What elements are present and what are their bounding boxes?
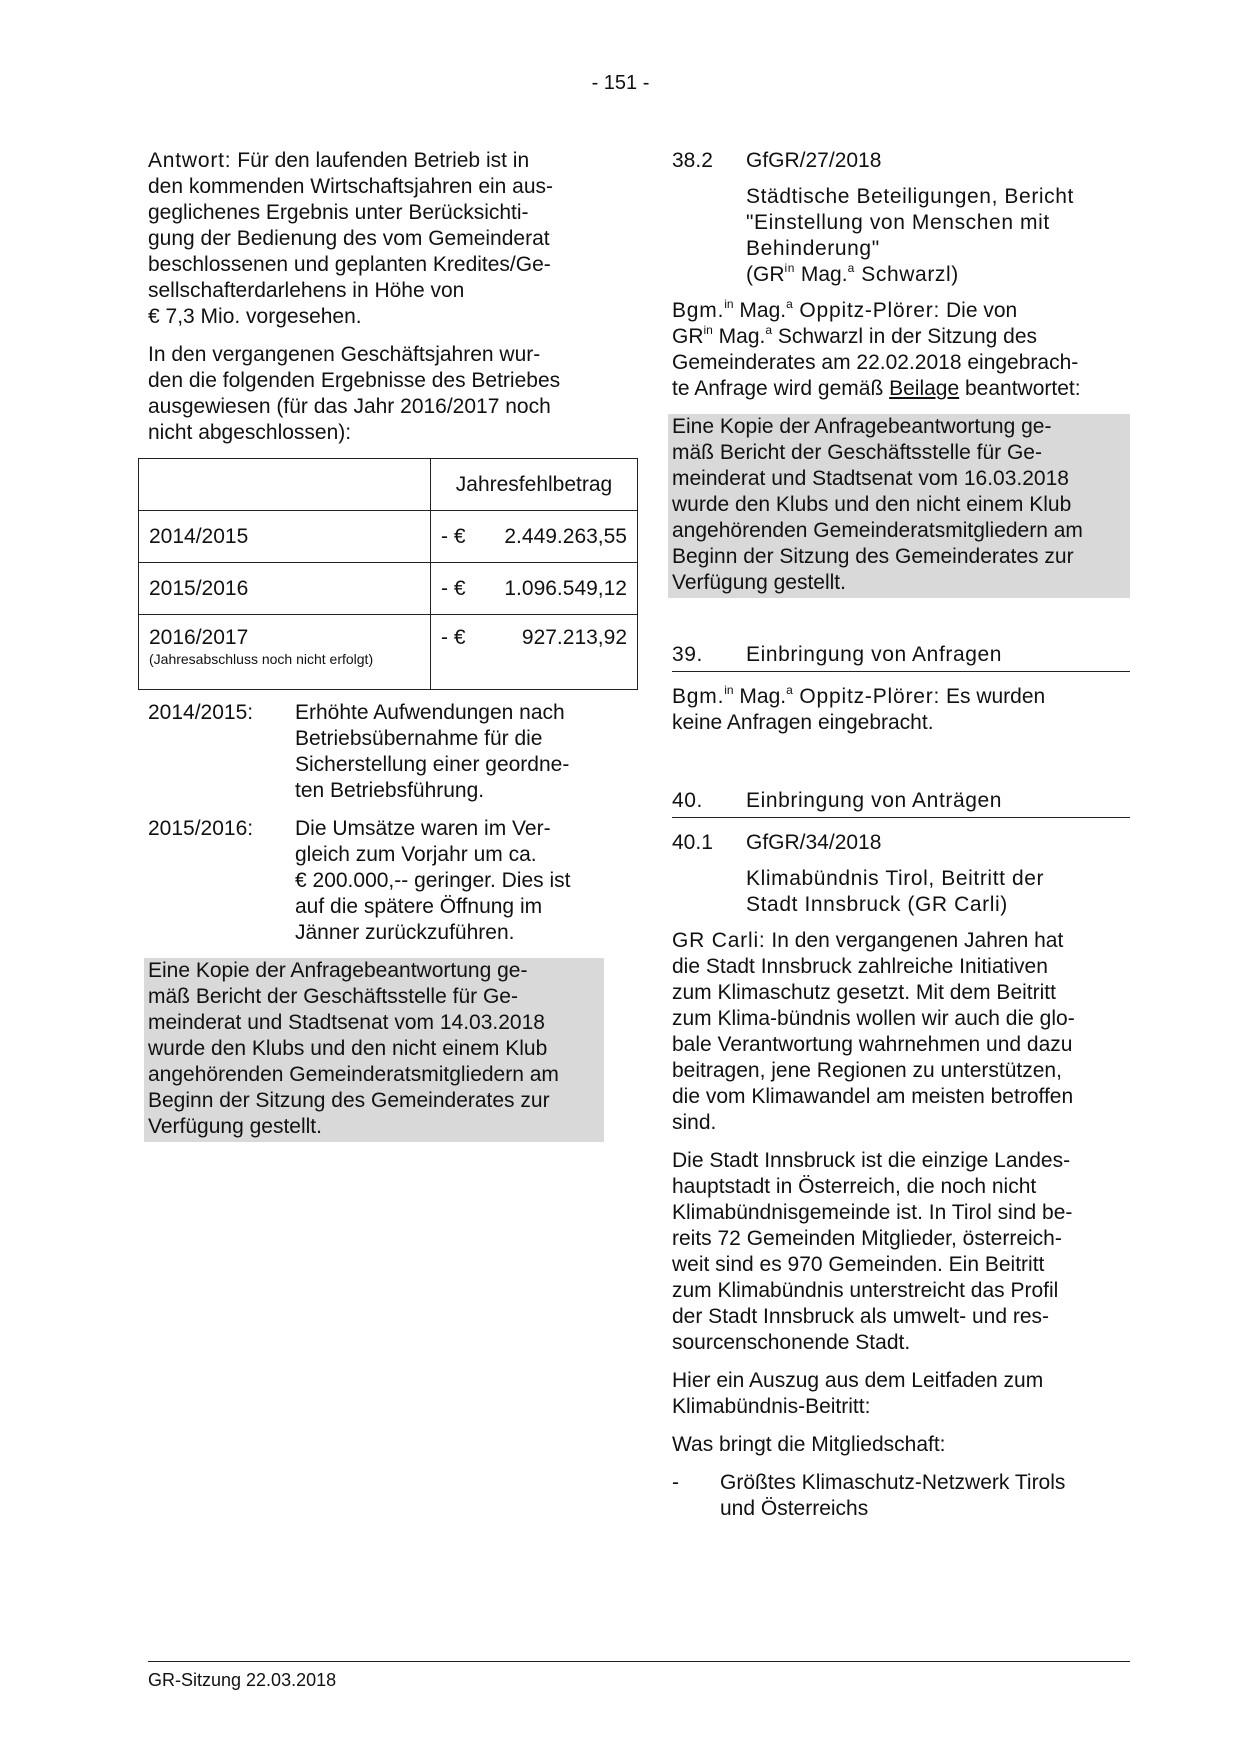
table-cell-year: 2016/2017 (Jahresabschluss noch nicht erfolgt) — [139, 615, 431, 690]
list-item: - Größtes Klimaschutz-Netzwerk Tirols und Österreichs — [672, 1471, 1066, 1520]
table-cell-amount: - € 1.096.549,12 — [431, 563, 638, 615]
answer-label: Antwort: — [148, 149, 232, 172]
item-38-2-title: Städtische Beteiligungen, Bericht "Einstellung von Menschen mit Behinderung" ($GR^{in}$ Mag.$^a$ Schwarzl) — [746, 185, 1074, 286]
table-header-row — [139, 459, 638, 511]
explanation-2014: 2014/2015: Erhöhte Aufwendungen nach Betriebsübernahme für die Sicherstellung einer geordne- ten Betriebsführung. — [148, 701, 570, 802]
section-39-paragraph: Bgm.$^{in}$ Mag.$^a$ Oppitz-Plörer: Es wurden keine Anfragen eingebracht. — [672, 683, 1046, 734]
section-40-heading: 40. Einbringung von Anträgen — [672, 788, 1130, 818]
innsbruck-paragraph: Die Stadt Innsbruck ist die einzige Landes- hauptstadt in Österreich, die noch nicht Klimabündnisgemeinde ist. In Tirol sind be- reits 72 Gemeinden Mitglieder, österreich- weit sind es 970 Gemeinden. Ein Beitritt zum Klimabündnis unterstreicht das Profil der Stadt Innsbruck als umwelt- und res- sourcenschonende Stadt. — [672, 1149, 1073, 1354]
answer-paragraph: Antwort: Für den laufenden Betrieb ist in den kommenden Wirtschaftsjahren ein aus- geglichenes Ergebnis unter Berücksichti- gung der Bedienung des vom Gemeinderat beschlossenen und geplanten Kredites/Ge- sellschafterdarlehens in Höhe von € 7,3 Mio. vorgesehen. — [148, 149, 554, 328]
results-intro-paragraph: In den vergangenen Geschäftsjahren wur- den die folgenden Ergebnisse des Betriebes ausgewiesen (für das Jahr 2016/2017 noch nicht abgeschlossen): — [148, 343, 561, 444]
mitgliedschaft-paragraph: Was bringt die Mitgliedschaft: — [672, 1433, 946, 1456]
table-header-cell: Jahresfehlbetrag — [431, 459, 638, 511]
auszug-paragraph: Hier ein Auszug aus dem Leitfaden zum Klimabündnis-Beitritt: — [672, 1369, 1044, 1418]
item-40-1-title: Klimabündnis Tirol, Beitritt der Stadt Innsbruck (GR Carli) — [746, 867, 1045, 916]
item-38-2-heading: 38.2 GfGR/27/2018 — [672, 149, 882, 172]
page-number: - 151 - — [591, 72, 650, 94]
table-cell-amount: - € 927.213,92 — [431, 615, 638, 690]
footer-text: GR-Sitzung 22.03.2018 — [148, 1670, 337, 1690]
table-cell-year: 2014/2015 — [139, 511, 431, 563]
answer-38-2-paragraph: Bgm.$^{in}$ Mag.$^a$ Oppitz-Plörer: Die von $GR^{in}$ Mag.$^a$ Schwarzl in der Sitzung des Gemeinderates am 22.02.2018 eingebrach- te Anfrage wird gemäß Beilage beantwortet: — [672, 297, 1081, 400]
table-row — [139, 615, 638, 690]
explanation-2015: 2015/2016: Die Umsätze waren im Ver- gleich zum Vorjahr um ca. € 200.000,-- geringer. Dies ist auf die spätere Öffnung im Jänner zurückzuführen. — [148, 817, 571, 944]
table-row — [139, 563, 638, 615]
results-table — [138, 458, 638, 690]
dash-bullet: - — [672, 1471, 679, 1494]
shaded-note-left: Eine Kopie der Anfragebeantwortung ge- mäß Bericht der Geschäftsstelle für Ge- meinderat und Stadtsenat vom 14.03.2018 wurde den Klubs und den nicht einem Klub angehörenden Gemeinderatsmitgliedern am Beginn der Sitzung des Gemeinderates zur Verfügung gestellt. — [144, 958, 604, 1142]
beilage-link[interactable]: Beilage — [889, 377, 960, 400]
shaded-note-right: Eine Kopie der Anfragebeantwortung ge- mäß Bericht der Geschäftsstelle für Ge- meinderat und Stadtsenat vom 16.03.2018 wurde den Klubs und den nicht einem Klub angehörenden Gemeinderatsmitgliedern am Beginn der Sitzung des Gemeinderates zur Verfügung gestellt. — [668, 414, 1130, 598]
left-column — [148, 148, 627, 1154]
table-cell-amount: - € 2.449.263,55 — [431, 511, 638, 563]
table-note: (Jahresabschluss noch nicht erfolgt) — [149, 651, 374, 667]
right-column — [672, 148, 1130, 1522]
footer-divider — [148, 1661, 1130, 1662]
section-39-heading: 39. Einbringung von Anfragen — [672, 642, 1130, 672]
item-40-1-heading: 40.1 GfGR/34/2018 — [672, 831, 882, 854]
table-cell-year: 2015/2016 — [139, 563, 431, 615]
carli-paragraph: GR Carli: In den vergangenen Jahren hat die Stadt Innsbruck zahlreiche Initiativen zum Klimaschutz gesetzt. Mit dem Beitritt zum Klima-bündnis wollen wir auch die glo- bale Verantwortung wahrnehmen und dazu beitragen, jene Regionen zu unterstützen, die vom Klimawandel am meisten betroffen sind. — [672, 929, 1075, 1134]
table-row — [139, 511, 638, 563]
